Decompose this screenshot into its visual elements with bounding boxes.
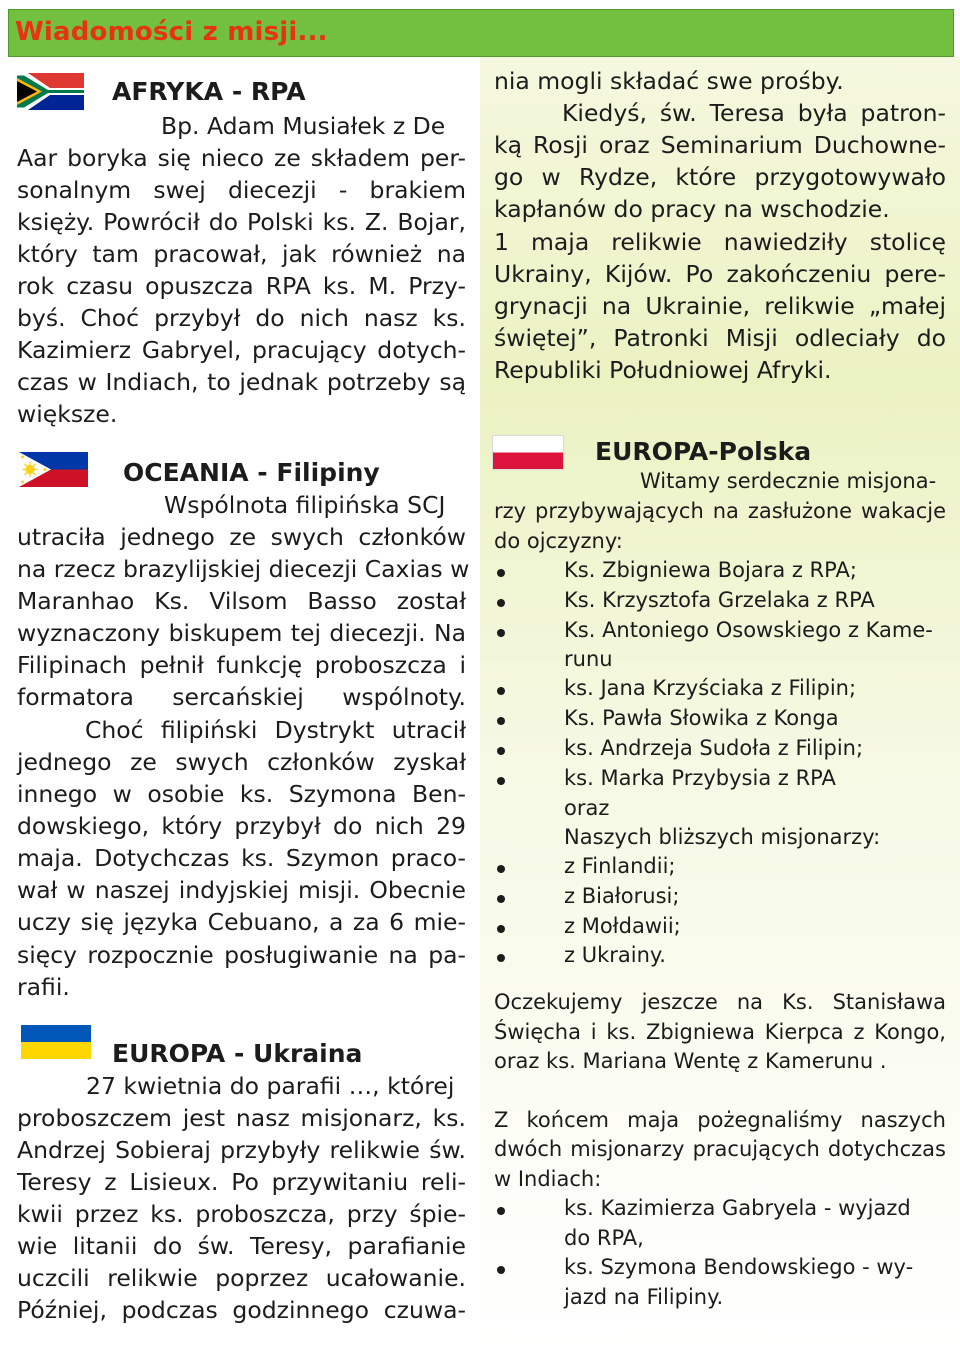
polska-intro-line: do ojczyzny:	[494, 529, 623, 553]
filipiny-text-line: uczy się języka Cebuano, a za 6 mie-	[17, 908, 466, 936]
ukraine-flag-icon	[21, 1025, 91, 1059]
rpa-text-line: sonalnym swej diecezji - brakiem	[17, 176, 466, 204]
bullet-icon	[497, 895, 505, 903]
filipiny-text-line: na rzecz brazylijskiej diecezji Caxias w	[17, 555, 470, 583]
right-column	[480, 57, 960, 1351]
polska-intro-line: rzy przybywających na zasłużone wakacje	[494, 499, 946, 523]
missionary-item: Ks. Zbigniewa Bojara z RPA;	[564, 558, 857, 582]
bullet-icon	[497, 569, 505, 577]
missionary-item: ks. Jana Krzyściaka z Filipin;	[564, 676, 857, 700]
expect-line: Oczekujemy jeszcze na Ks. Stanisława	[494, 990, 946, 1014]
philippines-flag-icon	[19, 452, 88, 487]
ukraina-cont-line: nia mogli składać swe prośby.	[494, 67, 844, 95]
bullet-icon	[497, 687, 505, 695]
ukraina-text-line: uczcili relikwie poprzez ucałowanie.	[17, 1264, 466, 1292]
bullet-icon	[497, 1266, 505, 1274]
closer-item: z Mołdawii;	[564, 914, 681, 938]
bullet-icon	[497, 599, 505, 607]
expect-line: Święcha i ks. Zbigniewa Kierpca z Kongo,	[494, 1020, 946, 1044]
ukraina-text-line: Andrzej Sobieraj przybyły relikwie św.	[17, 1136, 466, 1164]
polska-intro-line: Witamy serdecznie misjona-	[640, 469, 937, 493]
expect-line: oraz ks. Mariana Wentę z Kamerunu .	[494, 1049, 887, 1073]
farewell-line: w Indiach:	[494, 1167, 602, 1191]
farewell-item-cont: do RPA,	[564, 1226, 644, 1250]
filipiny-text-line: Wspólnota filipińska SCJ	[164, 491, 446, 519]
ukraina-cont-line: kapłanów do pracy na wschodzie.	[494, 195, 890, 223]
poland-flag-icon	[493, 436, 563, 469]
missionary-item: Ks. Pawła Słowika z Konga	[564, 706, 839, 730]
rpa-text-line: czas w Indiach, to jednak potrzeby są	[17, 368, 466, 396]
ukraina-cont-line: Ukrainy, Kijów. Po zakończeniu pere-	[494, 260, 946, 288]
rpa-text-line: księży. Powrócił do Polski ks. Z. Bojar,	[17, 208, 466, 236]
left-column	[0, 57, 480, 1351]
ukraina-cont-line: ką Rosji oraz Seminarium Duchowne-	[494, 131, 946, 159]
closer-item: z Białorusi;	[564, 884, 680, 908]
filipiny-text-line: wyznaczony biskupem tej diecezji. Na	[17, 619, 466, 647]
filipiny-text-line: formatora sercańskiej wspólnoty.	[17, 683, 466, 711]
ukraina-text-line: 27 kwietnia do parafii …, której	[86, 1072, 455, 1100]
filipiny-text-line: sięcy rozpocznie posługiwanie na pa-	[17, 941, 466, 969]
ukraina-cont-line: grynacji na Ukrainie, relikwie „małej	[494, 292, 946, 320]
filipiny-text-line: Choć filipiński Dystrykt utracił	[85, 716, 466, 744]
rpa-text-line: byś. Choć przybył do nich nasz ks.	[17, 304, 466, 332]
missionary-item: Ks. Antoniego Osowskiego z Kame-	[564, 618, 933, 642]
ukraina-text-line: kwii przez ks. proboszcza, przy śpie-	[17, 1200, 466, 1228]
bullet-icon	[497, 925, 505, 933]
farewell-item: ks. Szymona Bendowskiego - wy-	[564, 1255, 914, 1279]
filipiny-text-line: jednego ze swych członków zyskał	[17, 748, 466, 776]
bullet-icon	[497, 629, 505, 637]
farewell-item-cont: jazd na Filipiny.	[564, 1285, 724, 1309]
header-bar	[8, 9, 954, 57]
filipiny-text-line: innego w osobie ks. Szymona Ben-	[17, 780, 466, 808]
filipiny-text-line: dowskiego, który przybył do nich 29	[17, 812, 466, 840]
bullet-icon	[497, 1207, 505, 1215]
bullet-icon	[497, 717, 505, 725]
closer-label: Naszych bliższych misjonarzy:	[564, 825, 881, 849]
oraz-text: oraz	[564, 796, 610, 820]
rpa-text-line: rok czasu opuszcza RPA ks. M. Przy-	[17, 272, 466, 300]
ukraina-cont-line: Republiki Południowej Afryki.	[494, 356, 832, 384]
polska-heading: EUROPA-Polska	[595, 437, 812, 466]
page-title: Wiadomości z misji...	[15, 17, 328, 47]
rpa-heading: AFRYKA - RPA	[112, 77, 306, 106]
bullet-icon	[497, 777, 505, 785]
farewell-item: ks. Kazimierza Gabryela - wyjazd	[564, 1196, 911, 1220]
filipiny-text-line: wał w naszej indyjskiej misji. Obecnie	[17, 876, 466, 904]
south-africa-flag-icon	[17, 73, 84, 110]
ukraina-text-line: proboszczem jest nasz misjonarz, ks.	[17, 1104, 466, 1132]
ukraina-text-line: Teresy z Lisieux. Po przywitaniu reli-	[17, 1168, 466, 1196]
filipiny-text-line: Filipinach pełnił funkcję proboszcza i	[17, 651, 466, 679]
ukraina-cont-line: świętej”, Patronki Misji odleciały do	[494, 324, 946, 352]
rpa-text-line: Bp. Adam Musiałek z De	[161, 112, 446, 140]
filipiny-heading: OCEANIA - Filipiny	[123, 458, 380, 487]
closer-item: z Ukrainy.	[564, 943, 666, 967]
rpa-text-line: który tam pracował, jak również na	[17, 240, 466, 268]
ukraina-text-line: Później, podczas godzinnego czuwa-	[17, 1296, 466, 1324]
ukraina-cont-line: go w Rydze, które przygotowywało	[494, 163, 946, 191]
bullet-icon	[497, 954, 505, 962]
missionary-item-cont: runu	[564, 647, 613, 671]
filipiny-text-line: rafii.	[17, 973, 70, 1001]
rpa-text-line: Kazimierz Gabryel, pracujący dotych-	[17, 336, 466, 364]
closer-item: z Finlandii;	[564, 854, 676, 878]
rpa-text-line: większe.	[17, 400, 118, 428]
ukraina-text-line: wie litanii do św. Teresy, parafianie	[17, 1232, 466, 1260]
ukraina-cont-line: Kiedyś, św. Teresa była patron-	[562, 99, 946, 127]
farewell-line: dwóch misjonarzy pracujących dotychczas	[494, 1137, 946, 1161]
farewell-line: Z końcem maja pożegnaliśmy naszych	[494, 1108, 946, 1132]
filipiny-text-line: Maranhao Ks. Vilsom Basso został	[17, 587, 466, 615]
missionary-item: ks. Marka Przybysia z RPA	[564, 766, 836, 790]
bullet-icon	[497, 747, 505, 755]
filipiny-text-line: utraciła jednego ze swych członków	[17, 523, 466, 551]
filipiny-text-line: maja. Dotychczas ks. Szymon praco-	[17, 844, 466, 872]
missionary-item: Ks. Krzysztofa Grzelaka z RPA	[564, 588, 875, 612]
ukraina-heading: EUROPA - Ukraina	[112, 1039, 363, 1068]
rpa-text-line: Aar boryka się nieco ze składem per-	[17, 144, 466, 172]
ukraina-cont-line: 1 maja relikwie nawiedziły stolicę	[494, 228, 946, 256]
missionary-item: ks. Andrzeja Sudoła z Filipin;	[564, 736, 864, 760]
bullet-icon	[497, 865, 505, 873]
